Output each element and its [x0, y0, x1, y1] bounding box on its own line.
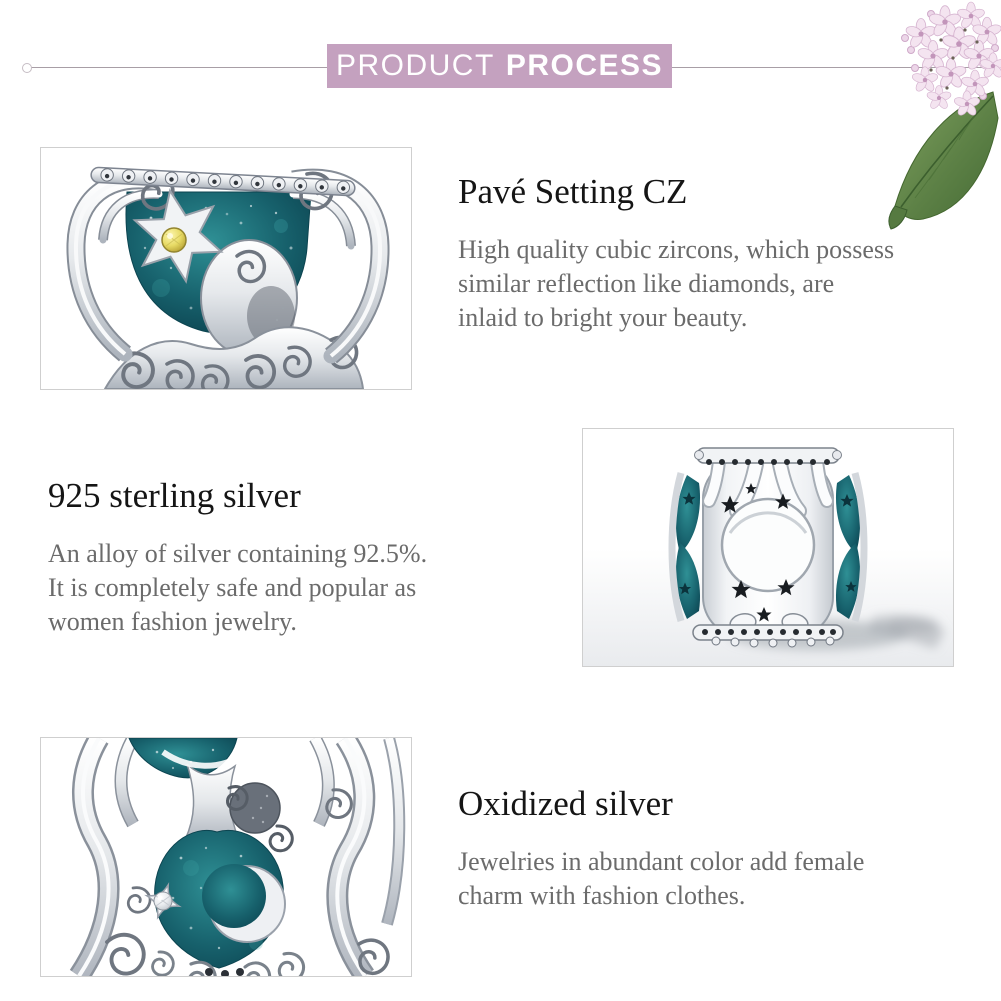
section-body-line: It is completely safe and popular as — [48, 573, 417, 602]
section-heading: Oxidized silver — [458, 784, 673, 823]
section-heading: Pavé Setting CZ — [458, 172, 688, 211]
silver-star-spacer-charm-illustration — [583, 429, 953, 666]
product-photo-sterling-silver — [582, 428, 954, 667]
section-body-line: High quality cubic zircons, which possess — [458, 235, 895, 264]
product-photo-pave-setting — [40, 147, 412, 390]
yellow-cz-gem — [162, 228, 186, 252]
teal-octopus-charm-top-illustration — [41, 148, 411, 389]
upper-teal-enamel — [129, 738, 237, 778]
section-heading: 925 sterling silver — [48, 476, 301, 515]
product-photo-oxidized-silver — [40, 737, 412, 977]
section-body-line: An alloy of silver containing 92.5%. — [48, 539, 428, 568]
teal-hourglass-charm-bottom-illustration — [41, 738, 411, 976]
white-cz-gem — [154, 892, 172, 910]
section-pave-setting — [458, 172, 894, 335]
hourglass-right-frame — [315, 738, 399, 976]
section-body-line: similar reflection like diamonds, are — [458, 269, 835, 298]
charm-center-hole — [722, 499, 814, 591]
header-banner — [327, 44, 672, 88]
section-body-line: charm with fashion clothes. — [458, 881, 746, 910]
leaf-icon — [889, 92, 998, 229]
section-oxidized-silver — [458, 784, 864, 913]
divider-line-end-dot — [22, 63, 32, 73]
hourglass-left-frame — [79, 738, 152, 976]
section-sterling-silver — [48, 476, 427, 639]
section-body-line: inlaid to bright your beauty. — [458, 303, 748, 332]
banner-title-bold: PROCESS — [505, 49, 664, 82]
banner-title-regular: PRODUCT — [335, 49, 495, 82]
section-body-line: Jewelries in abundant color add female — [458, 847, 865, 876]
flower-illustration — [881, 0, 1001, 240]
top-rim — [695, 448, 842, 465]
section-body-line: women fashion jewelry. — [48, 607, 297, 636]
